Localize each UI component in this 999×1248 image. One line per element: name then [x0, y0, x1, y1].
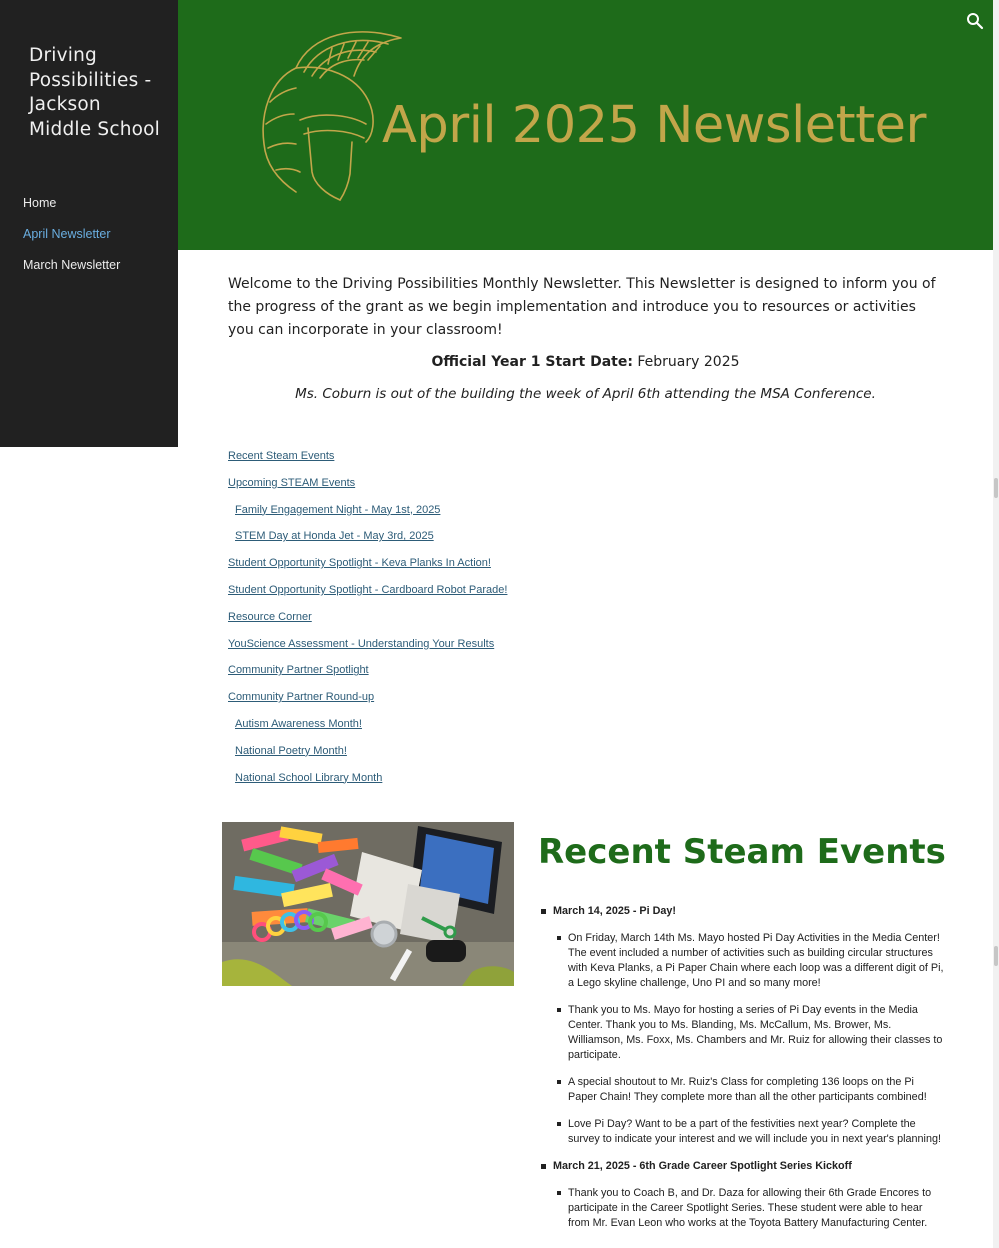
- sidebar: [0, 0, 178, 447]
- recent-events-list: [540, 904, 944, 1243]
- toc-link-resource-corner[interactable]: Resource Corner: [228, 610, 312, 623]
- toc-link-cardboard-robot-parade[interactable]: Student Opportunity Spotlight - Cardboard Robot Parade!: [228, 583, 508, 596]
- photo-illustration: [222, 822, 514, 986]
- start-date-label: Official Year 1 Start Date:: [431, 354, 633, 370]
- event-detail: Thank you to Ms. Mayo for hosting a series of Pi Day events in the Media Center. Thank you to Ms. Blanding, Ms. McCallum, Ms. Brower, Ms. Williamson, Ms. Foxx, Ms. Chambers and Mr. Ruiz for allowing their classes to participate.: [540, 1003, 944, 1063]
- toc-link-community-partner-round-up[interactable]: Community Partner Round-up: [228, 691, 375, 704]
- event-heading-pi-day: March 14, 2025 - Pi Day!: [540, 904, 944, 919]
- toc-link-community-partner-spotlight[interactable]: Community Partner Spotlight: [228, 664, 369, 677]
- coburn-notice: Ms. Coburn is out of the building the week of April 6th attending the MSA Conference.: [295, 386, 876, 402]
- toc-item: [228, 688, 507, 715]
- toc-link-autism-awareness-month[interactable]: Autism Awareness Month!: [235, 717, 362, 730]
- scrollbar-track[interactable]: [993, 0, 999, 1248]
- search-icon[interactable]: [966, 12, 984, 30]
- event-detail: A special shoutout to Mr. Ruiz's Class for completing 136 loops on the Pi Paper Chain! They complete more than all the other participants combined!: [540, 1075, 944, 1105]
- toc-item: [228, 527, 507, 554]
- toc-item: [228, 474, 507, 501]
- nav-item-april-newsletter[interactable]: April Newsletter: [23, 227, 111, 241]
- toc-item: [228, 715, 507, 742]
- page-title: April 2025 Newsletter: [382, 96, 926, 155]
- event-detail: On Friday, March 14th Ms. Mayo hosted Pi Day Activities in the Media Center! The event included a number of activities such as building circular structures with Keva Planks, a Pi Paper Chain where each loop was a different digit of Pi, a Lego skyline challenge, Uno PI and so many more!: [540, 931, 944, 991]
- toc-item: [228, 769, 507, 796]
- event-heading-career-spotlight: March 21, 2025 - 6th Grade Career Spotlight Series Kickoff: [540, 1159, 944, 1174]
- scroll-marker[interactable]: [994, 478, 998, 498]
- scroll-marker[interactable]: [994, 946, 998, 966]
- section-title-recent-steam-events: Recent Steam Events: [538, 832, 946, 872]
- event-detail: Thank you to Coach B, and Dr. Daza for allowing their 6th Grade Encores to participate in the Career Spotlight Series. These student were able to hear from Mr. Evan Leon who works at the Toyota Battery Manufacturing Center.: [540, 1186, 944, 1231]
- header-banner: [178, 0, 993, 250]
- toc-item: [228, 447, 507, 474]
- toc-link-stem-day-honda-jet[interactable]: STEM Day at Honda Jet - May 3rd, 2025: [235, 530, 434, 543]
- toc-link-family-engagement-night[interactable]: Family Engagement Night - May 1st, 2025: [235, 503, 441, 516]
- toc-item: [228, 661, 507, 688]
- start-date-value: February 2025: [632, 354, 740, 370]
- toc-link-youscience-assessment[interactable]: YouScience Assessment - Understanding Your Results: [228, 637, 495, 650]
- welcome-paragraph: Welcome to the Driving Possibilities Monthly Newsletter. This Newsletter is designed to inform you of the progress of the grant as we begin implementation and introduce you to resources or activities you can incorporate in your classroom!: [228, 276, 936, 338]
- toc-item: [228, 742, 507, 769]
- start-date-line: [228, 351, 943, 373]
- toc-link-national-poetry-month[interactable]: National Poetry Month!: [235, 744, 347, 757]
- nav-item-march-newsletter[interactable]: March Newsletter: [23, 258, 121, 272]
- toc-link-upcoming-steam-events[interactable]: Upcoming STEAM Events: [228, 476, 356, 489]
- event-detail: Love Pi Day? Want to be a part of the festivities next year? Complete the survey to indicate your interest and we will include you in next year's planning!: [540, 1117, 944, 1147]
- pi-day-activity-photo: [222, 822, 514, 986]
- toc-item: [228, 635, 507, 662]
- toc-item: [228, 608, 507, 635]
- toc-link-national-school-library-month[interactable]: National School Library Month: [235, 771, 383, 784]
- toc-link-recent-steam-events[interactable]: Recent Steam Events: [228, 450, 335, 462]
- toc-item: [228, 554, 507, 581]
- site-title[interactable]: Driving Possibilities - Jackson Middle School: [29, 45, 161, 140]
- table-of-contents: [228, 447, 507, 795]
- toc-item: [228, 501, 507, 528]
- toc-link-keva-planks[interactable]: Student Opportunity Spotlight - Keva Planks In Action!: [228, 557, 491, 570]
- toc-item: [228, 581, 507, 608]
- sidebar-nav: [23, 195, 120, 288]
- nav-item-home[interactable]: Home: [23, 196, 57, 210]
